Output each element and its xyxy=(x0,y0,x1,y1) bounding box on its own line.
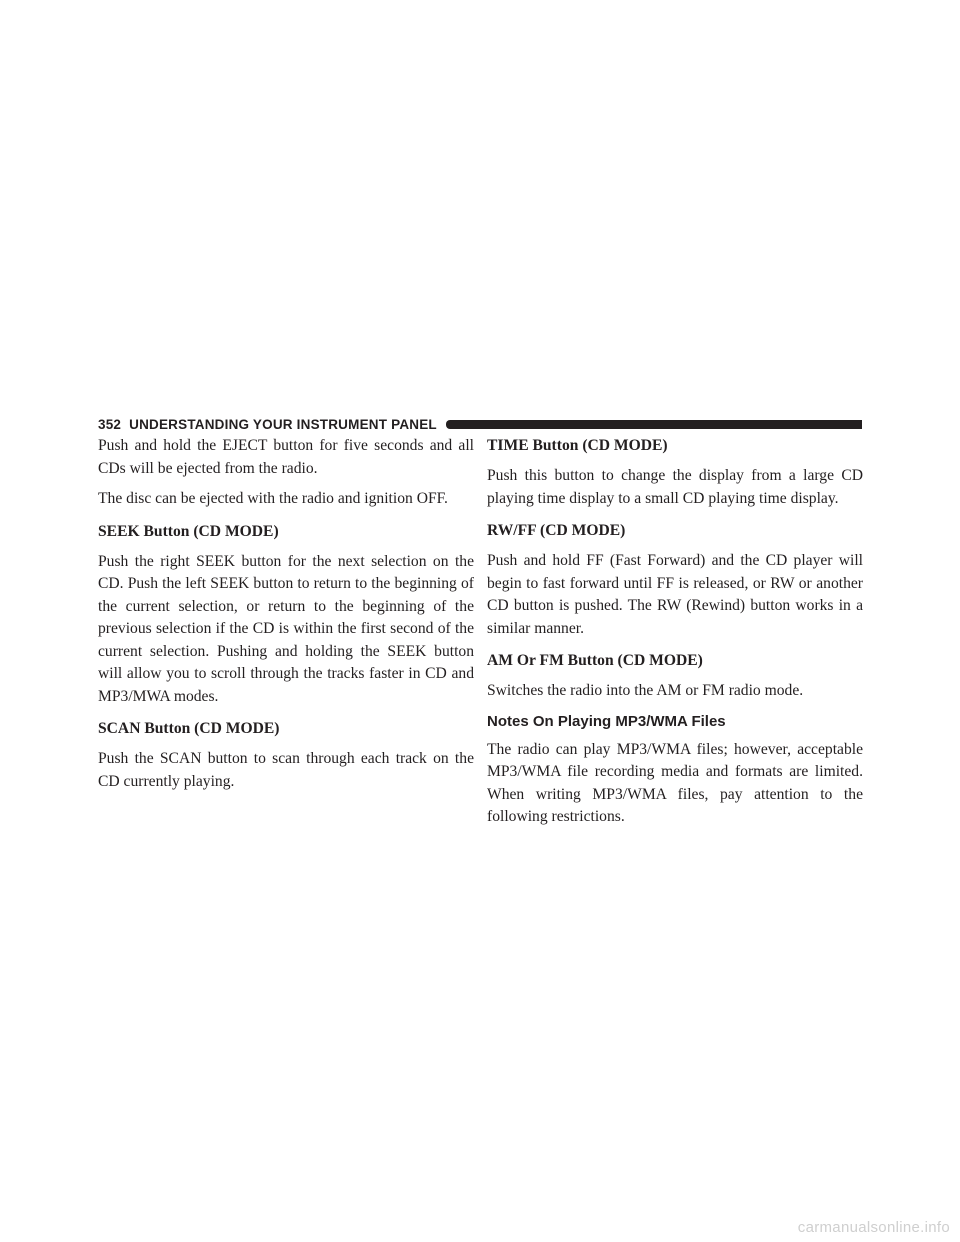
paragraph-eject-all: Push and hold the EJECT button for five seconds and all CDs will be ejected from the radio. xyxy=(98,437,474,477)
watermark: carmanualsonline.info xyxy=(797,1219,950,1236)
heading-scan: SCAN Button (CD MODE) xyxy=(98,720,280,737)
heading-amfm: AM Or FM Button (CD MODE) xyxy=(487,652,703,669)
page-header xyxy=(98,415,862,433)
heading-mp3-notes: Notes On Playing MP3/WMA Files xyxy=(487,712,726,730)
heading-seek: SEEK Button (CD MODE) xyxy=(98,522,279,540)
left-column xyxy=(98,435,474,801)
right-column xyxy=(487,435,863,837)
paragraph-rwff: Push and hold FF (Fast Forward) and the CD player will begin to fast forward until FF is released, or RW or another CD button is pushed. The RW (Rewind) button works in a similar manner. xyxy=(487,552,863,637)
page-number: 352 xyxy=(98,416,122,432)
paragraph-mp3-notes: The radio can play MP3/WMA files; however, acceptable MP3/WMA file recording media and formats are limited. When writing MP3/WMA files, pay attention to the following restrictions. xyxy=(487,740,863,825)
paragraph-amfm: Switches the radio into the AM or FM radio mode. xyxy=(487,682,804,699)
paragraph-scan: Push the SCAN button to scan through each track on the CD currently playing. xyxy=(98,750,474,790)
section-title: UNDERSTANDING YOUR INSTRUMENT PANEL xyxy=(129,416,437,432)
heading-time: TIME Button (CD MODE) xyxy=(487,437,668,454)
paragraph-seek: Push the right SEEK button for the next selection on the CD. Push the left SEEK button to return to the beginning of the current selection, or return to the beginning of the previous selection if the CD is within the first second of the current selection. Pushing and holding the SEEK button will allow you to scroll through the tracks faster in CD and MP3/MWA modes. xyxy=(98,552,474,705)
heading-rwff: RW/FF (CD MODE) xyxy=(487,522,626,539)
paragraph-eject-off: The disc can be ejected with the radio and ignition OFF. xyxy=(98,490,448,507)
header-rule xyxy=(446,420,862,429)
paragraph-time: Push this button to change the display from a large CD playing time display to a small CD playing time display. xyxy=(487,467,863,507)
